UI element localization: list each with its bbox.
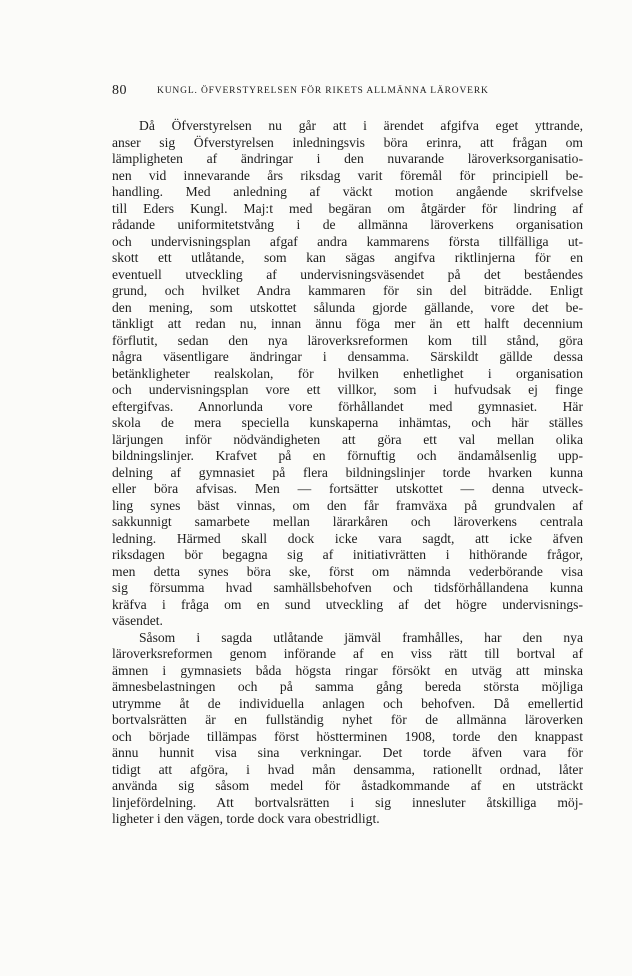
paragraph xyxy=(112,118,583,630)
text-line: skola de mera speciella kunskaperna inhämtas, och här ställes xyxy=(112,415,583,430)
text-line: lämpligheten af ändringar i den nuvarande läroverksorganisatio- xyxy=(112,151,583,166)
page-number: 80 xyxy=(112,83,127,98)
text-line: eller böra afvisas. Men — fortsätter utskottet — denna utveck- xyxy=(112,481,583,496)
text-line: ledning. Härmed skall dock icke vara sagdt, att icke äfven xyxy=(112,530,583,546)
text-line: ämnesbelastningen och på samma gång bereda största möjliga xyxy=(112,679,583,694)
text-line: några väsentligare ändringar i densamma. Särskildt gällde dessa xyxy=(112,349,583,364)
text-line: bildningslinjer. Krafvet på en förnuftig och ändamålsenlig upp- xyxy=(112,448,583,463)
text-line: Såsom i sagda utlåtande jämväl framhålles, har den nya xyxy=(139,629,583,645)
text-line: bortvalsrätten är en fullständig nyhet för de allmänna läroverken xyxy=(112,712,583,727)
running-title: KUNGL. ÖFVERSTYRELSEN FÖR RIKETS ALLMÄNNA LÄROVERK xyxy=(157,86,489,96)
text-line: betänkligheter realskolan, för hvilken enhetlighet i organisation xyxy=(112,365,583,381)
text-line: använda sig såsom medel för åstadkommande af en utsträckt xyxy=(112,778,583,793)
text-line: handling. Med anledning af väckt motion angående skrifvelse xyxy=(112,184,583,199)
text-line: rådande uniformitetstvång i de allmänna läroverkens organisation xyxy=(112,217,583,232)
text-line: eftergifvas. Annorlunda vore förhållandet med gymnasiet. Här xyxy=(112,398,583,414)
text-line: men detta synes böra ske, först om nämnda vederbörande visa xyxy=(112,563,583,579)
text-line: sakkunnigt samarbete mellan lärarkåren och läroverkens centrala xyxy=(112,514,583,529)
body-text xyxy=(112,118,583,828)
text-line: linjefördelning. Att bortvalsrätten i sig innesluter åtskilliga möj- xyxy=(112,794,583,810)
text-line: utrymme åt de individuella anlagen och behofven. Då emellertid xyxy=(112,695,583,711)
text-line: till Eders Kungl. Maj:t med begäran om åtgärder för lindring af xyxy=(112,200,583,216)
text-line: ämnen i gymnasiets båda högsta ringar försökt en utväg att minska xyxy=(112,662,583,678)
text-line: väsendet. xyxy=(112,613,163,628)
text-line: riksdagen bör begagna sig af initiativrätten i hithörande frågor, xyxy=(112,547,583,562)
text-line: lärjungen inför nödvändigheten att göra ett val mellan olika xyxy=(112,431,583,447)
text-line: tidigt att afgöra, i hvad mån densamma, rationellt ordnad, låter xyxy=(112,761,583,777)
text-line: kräfva i fråga om en sund utveckling af det högre undervisnings- xyxy=(112,596,583,612)
text-line: anser sig Öfverstyrelsen inledningsvis böra erinra, att frågan om xyxy=(112,134,583,150)
text-line: grund, och hvilket Andra kammaren för sin del biträdde. Enligt xyxy=(112,283,583,298)
text-line: och undervisningsplan vore ett villkor, som i hufvudsak ej finge xyxy=(112,382,583,397)
text-line: nen vid innevarande års riksdag varit föremål för principiell be- xyxy=(112,167,583,183)
text-line: förflutit, sedan den nya läroverksreformen kom till stånd, göra xyxy=(112,332,583,348)
text-line: läroverksreformen genom införande af en viss rätt till bortval af xyxy=(112,646,583,661)
text-line: ligheter i den vägen, torde dock vara obestridligt. xyxy=(112,811,380,826)
text-line: delning af gymnasiet på flera bildningslinjer torde hvarken kunna xyxy=(112,464,583,480)
running-header xyxy=(112,83,552,99)
text-line: den mening, som utskottet sålunda gjorde gällande, vore det be- xyxy=(112,299,583,315)
text-line: tänkligt att redan nu, innan ännu föga mer än ett halft decennium xyxy=(112,316,583,331)
text-line: ännu hunnit visa sina verkningar. Det torde äfven vara för xyxy=(112,745,583,760)
text-line: sig försumma hvad samhällsbehofven och tidsförhållandena kunna xyxy=(112,580,583,595)
text-line: Då Öfverstyrelsen nu går att i ärendet afgifva eget yttrande, xyxy=(139,118,583,133)
text-line: skott ett utlåtande, som kan sägas angifva riktlinjerna för en xyxy=(112,250,583,265)
text-line: och började tillämpas först höstterminen 1908, torde den knappast xyxy=(112,728,583,744)
paragraph xyxy=(112,630,583,828)
text-line: ling synes bäst vinnas, om den får framväxa på grundvalen af xyxy=(112,497,583,513)
text-line: eventuell utveckling af undervisningsväsendet på det beståendes xyxy=(112,266,583,282)
text-line: och undervisningsplan afgaf andra kammarens första tillfälliga ut- xyxy=(112,233,583,249)
